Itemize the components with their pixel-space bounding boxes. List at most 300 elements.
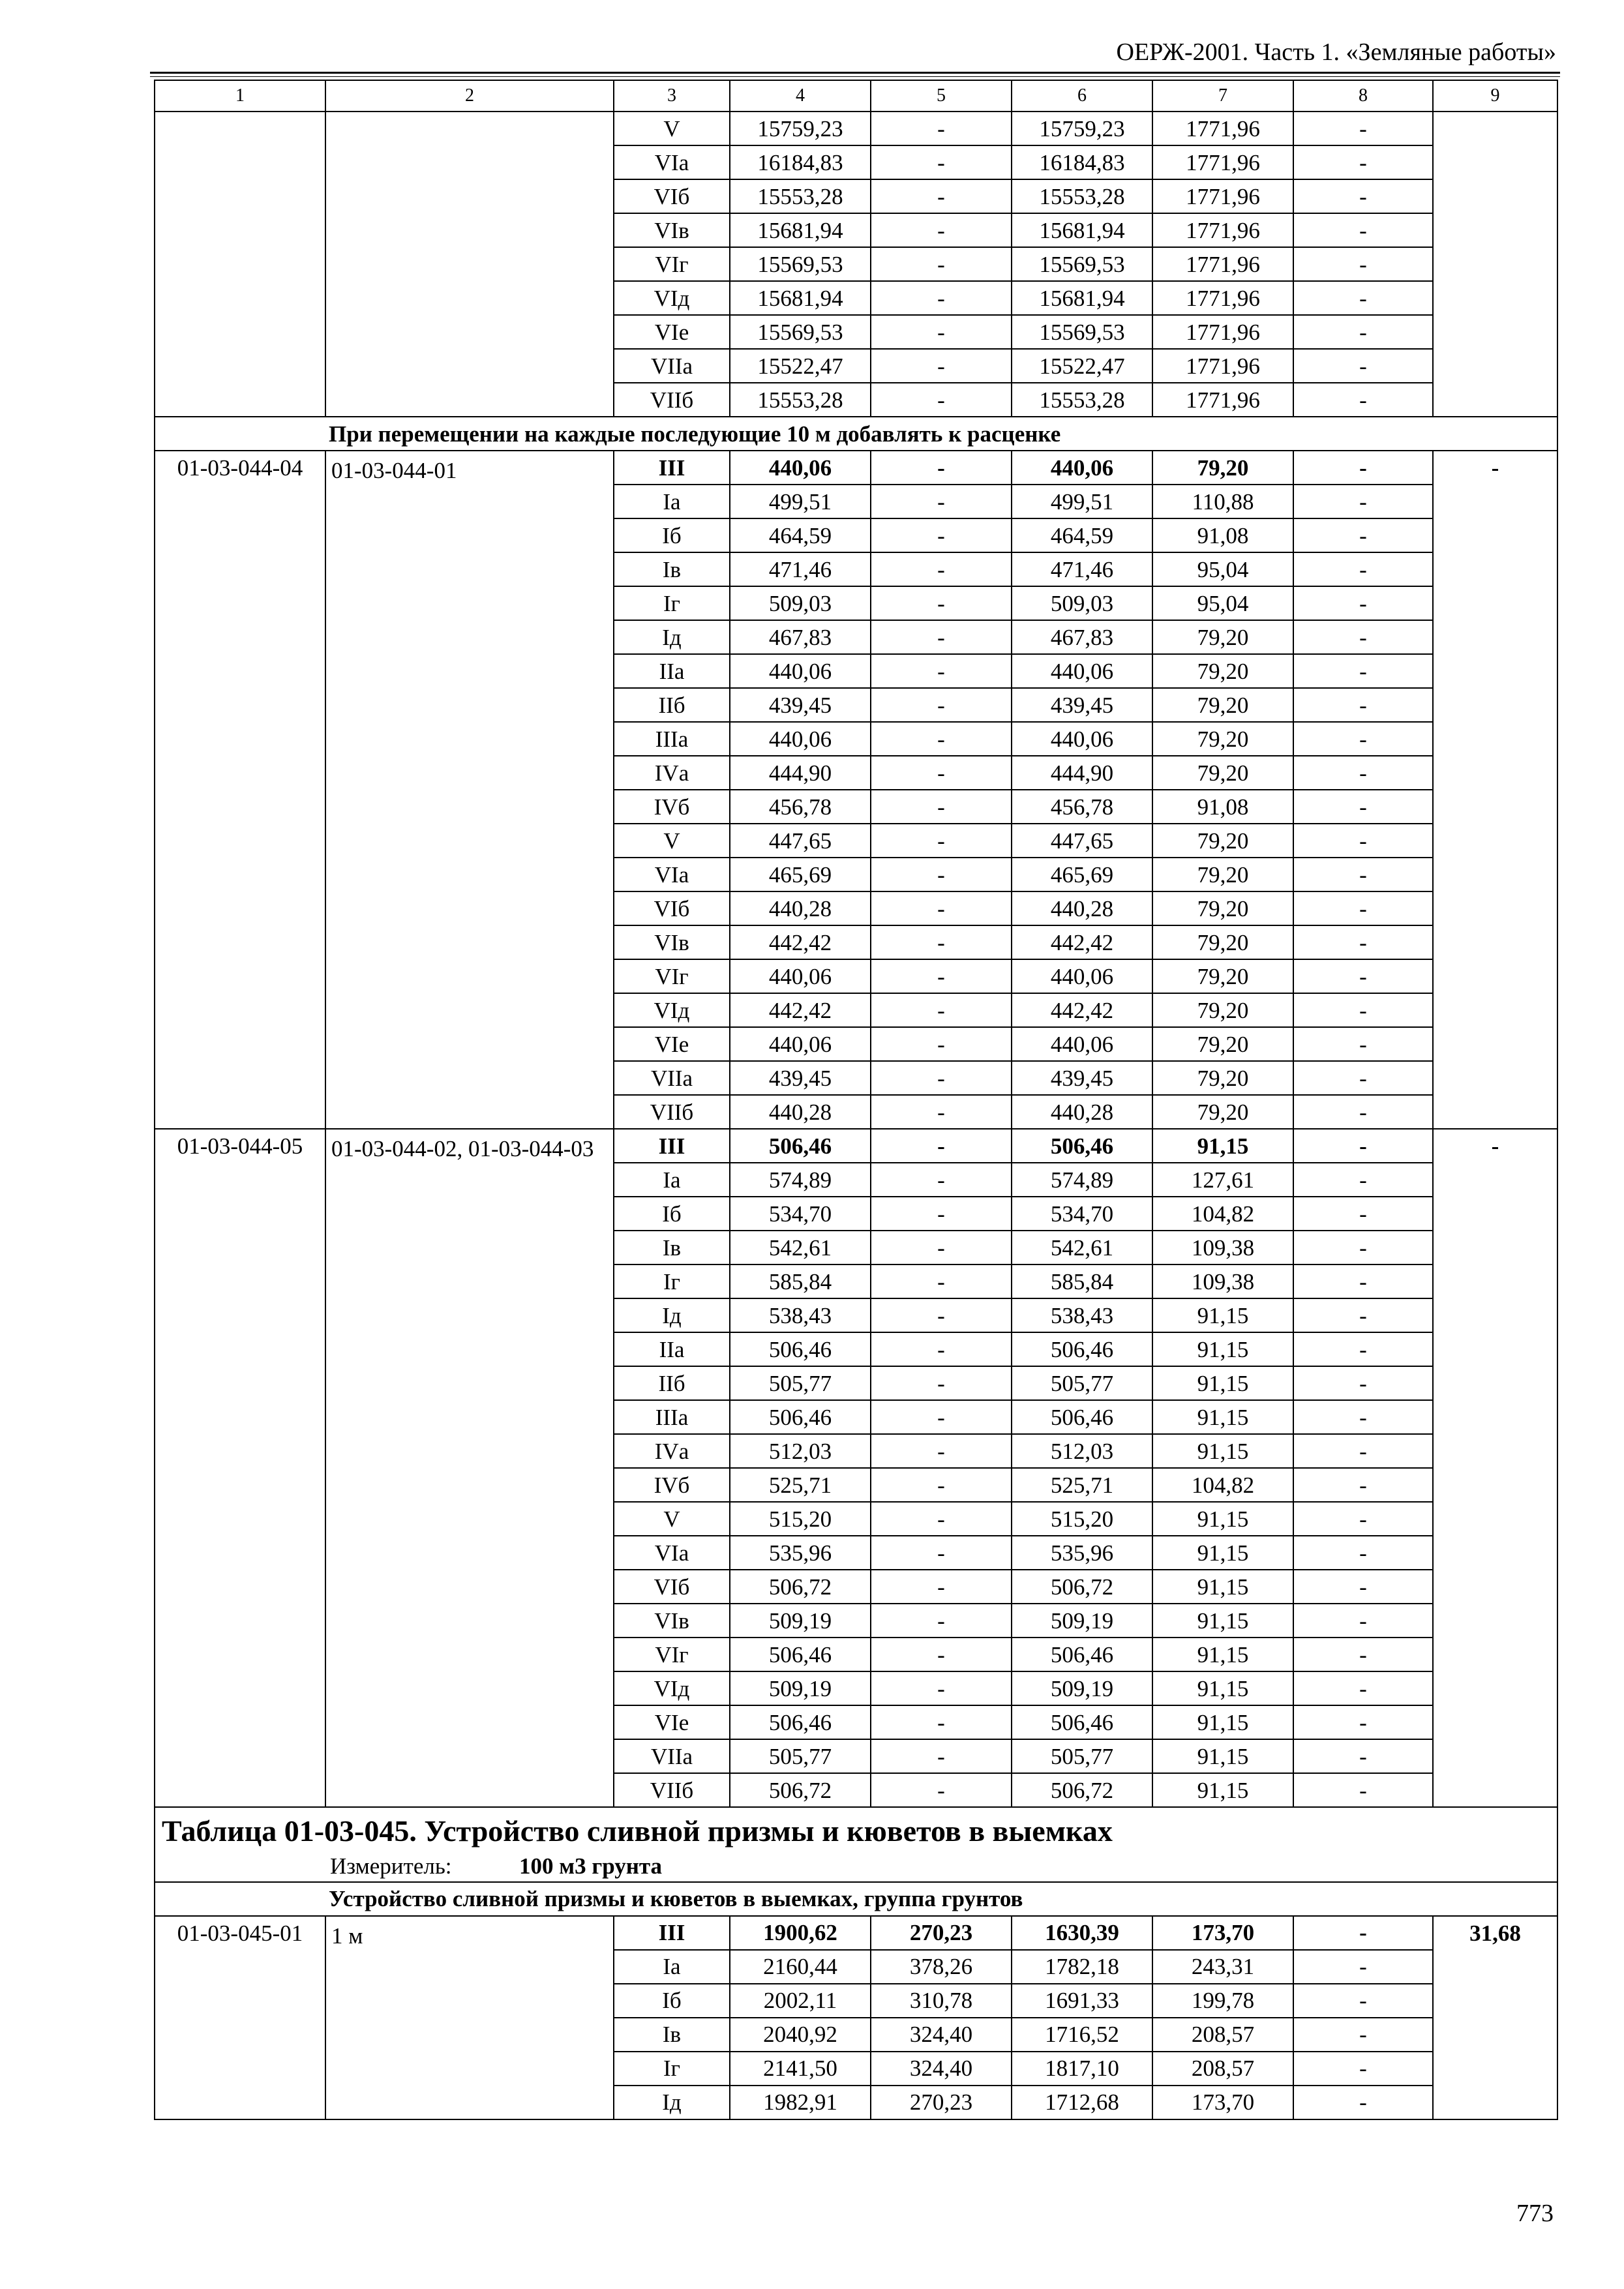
table-cell: - [871, 1332, 1012, 1366]
column-header: 1 [155, 80, 325, 112]
table-cell: 1782,18 [1012, 1950, 1152, 1984]
table-cell: 91,15 [1152, 1536, 1293, 1570]
table-cell: - [871, 925, 1012, 959]
table-cell: 471,46 [1012, 552, 1152, 586]
table-cell: VIе [614, 1705, 730, 1739]
table-cell: 1900,62 [730, 1916, 871, 1950]
table-cell: 505,77 [1012, 1366, 1152, 1400]
table-cell: 444,90 [1012, 756, 1152, 790]
table-cell: 15522,47 [730, 349, 871, 383]
table-cell: - [871, 1671, 1012, 1705]
table-cell: - [1293, 1061, 1433, 1095]
table-cell: - [1293, 145, 1433, 179]
table-cell: - [1293, 1916, 1433, 1950]
table-cell: - [871, 518, 1012, 552]
table-cell: VIв [614, 925, 730, 959]
table-cell: - [1293, 586, 1433, 620]
table-cell: 95,04 [1152, 552, 1293, 586]
table-cell: 542,61 [1012, 1231, 1152, 1264]
table-cell: 91,15 [1152, 1129, 1293, 1163]
column-header: 9 [1433, 80, 1557, 112]
table-cell: VIб [614, 1570, 730, 1604]
table-cell: - [1293, 790, 1433, 824]
table-cell: - [1293, 2052, 1433, 2086]
table-cell: 456,78 [1012, 790, 1152, 824]
table-cell: 310,78 [871, 1984, 1012, 2018]
table-cell: 15681,94 [1012, 213, 1152, 247]
col9-value: 31,68 [1433, 1916, 1557, 2119]
table-cell: 15553,28 [730, 179, 871, 213]
table-cell: VIIб [614, 1773, 730, 1807]
table-cell: Iб [614, 518, 730, 552]
table-cell: 104,82 [1152, 1468, 1293, 1502]
table-cell: VIе [614, 315, 730, 349]
table-cell: 506,46 [1012, 1332, 1152, 1366]
table-cell: 465,69 [730, 858, 871, 891]
table-cell: 208,57 [1152, 2052, 1293, 2086]
table-cell: - [1293, 620, 1433, 654]
table-cell: VIIб [614, 1095, 730, 1129]
rate-reference: 01-03-044-02, 01-03-044-03 [325, 1129, 614, 1807]
table-cell: 506,46 [730, 1332, 871, 1366]
table-cell: - [871, 383, 1012, 417]
column-header: 2 [325, 80, 614, 112]
table-cell: Iг [614, 586, 730, 620]
table-cell: 509,03 [730, 586, 871, 620]
table-cell: III [614, 451, 730, 485]
column-header-row [155, 80, 1557, 112]
table-cell: VIа [614, 858, 730, 891]
table-cell: - [1293, 1400, 1433, 1434]
table-cell: 79,20 [1152, 1027, 1293, 1061]
table-cell: 79,20 [1152, 451, 1293, 485]
table-cell: 440,06 [730, 722, 871, 756]
table-cell: - [871, 1129, 1012, 1163]
header-rule-thin [150, 76, 1560, 77]
table-cell: 499,51 [730, 485, 871, 518]
table-cell: 506,72 [730, 1570, 871, 1604]
table-cell: - [871, 1570, 1012, 1604]
table-cell: 439,45 [730, 688, 871, 722]
table-cell: 505,77 [730, 1366, 871, 1400]
table-cell: Iв [614, 2018, 730, 2052]
table-cell: 243,31 [1152, 1950, 1293, 1984]
table-cell: 506,46 [1012, 1705, 1152, 1739]
table-cell: - [871, 620, 1012, 654]
table-cell: 447,65 [1012, 824, 1152, 858]
table-cell: - [871, 722, 1012, 756]
table-cell: 208,57 [1152, 2018, 1293, 2052]
table-cell: - [871, 1400, 1012, 1434]
table-cell: - [1293, 349, 1433, 383]
table-cell: - [1293, 1705, 1433, 1739]
table-cell: 1771,96 [1152, 281, 1293, 315]
table-cell: 95,04 [1152, 586, 1293, 620]
table-cell: 2002,11 [730, 1984, 871, 2018]
group-caption: Устройство сливной призмы и кюветов в выемках, группа грунтов [155, 1882, 1557, 1916]
table-cell: 499,51 [1012, 485, 1152, 518]
table-cell: - [871, 824, 1012, 858]
table-cell: - [871, 586, 1012, 620]
table-cell: - [1293, 1739, 1433, 1773]
table-cell: - [1293, 1163, 1433, 1197]
table-cell: 440,06 [1012, 654, 1152, 688]
rate-code: 01-03-044-04 [155, 451, 325, 1129]
table-cell: - [1293, 959, 1433, 993]
column-header: 3 [614, 80, 730, 112]
table-cell: - [1293, 1298, 1433, 1332]
table-cell: 506,72 [730, 1773, 871, 1807]
table-cell: - [1293, 1027, 1433, 1061]
table-cell: 465,69 [1012, 858, 1152, 891]
table-cell: - [871, 858, 1012, 891]
table-cell: 1771,96 [1152, 145, 1293, 179]
table-cell: 91,15 [1152, 1400, 1293, 1434]
table-cell: 79,20 [1152, 858, 1293, 891]
table-cell: - [871, 112, 1012, 145]
table-cell: 574,89 [730, 1163, 871, 1197]
table-cell: - [871, 959, 1012, 993]
table-cell: 173,70 [1152, 1916, 1293, 1950]
table-cell: 15681,94 [1012, 281, 1152, 315]
table-cell: 91,15 [1152, 1705, 1293, 1739]
table-cell: 506,46 [1012, 1638, 1152, 1671]
table-cell: VIе [614, 1027, 730, 1061]
table-cell: 534,70 [730, 1197, 871, 1231]
table-cell: Iд [614, 2086, 730, 2119]
table-cell: 270,23 [871, 1916, 1012, 1950]
table-cell: Iа [614, 1950, 730, 1984]
table-cell: 16184,83 [1012, 145, 1152, 179]
table-cell: - [1293, 1671, 1433, 1705]
table-cell: 1630,39 [1012, 1916, 1152, 1950]
table-cell: 91,08 [1152, 790, 1293, 824]
table-cell: 79,20 [1152, 654, 1293, 688]
table-row [155, 112, 1557, 145]
table-cell: 1982,91 [730, 2086, 871, 2119]
table-cell: - [1293, 1984, 1433, 2018]
table-cell: 509,19 [1012, 1604, 1152, 1638]
table-cell: - [871, 654, 1012, 688]
table-cell: - [1293, 1197, 1433, 1231]
table-cell: 324,40 [871, 2018, 1012, 2052]
table-cell: 91,15 [1152, 1332, 1293, 1366]
table-cell: IIIа [614, 722, 730, 756]
table-cell: 440,06 [730, 654, 871, 688]
table-cell: - [871, 213, 1012, 247]
group-caption: При перемещении на каждые последующие 10 м добавлять к расценке [155, 417, 1557, 451]
table-cell: - [1293, 1638, 1433, 1671]
rate-code: 01-03-044-05 [155, 1129, 325, 1807]
table-cell: 442,42 [1012, 925, 1152, 959]
table-cell: 79,20 [1152, 722, 1293, 756]
col9-value: - [1433, 1129, 1557, 1807]
table-cell: 506,46 [1012, 1400, 1152, 1434]
table-cell: - [871, 1061, 1012, 1095]
table-cell: 79,20 [1152, 959, 1293, 993]
table-cell: 91,15 [1152, 1638, 1293, 1671]
table-cell: - [1293, 1570, 1433, 1604]
table-cell: 515,20 [1012, 1502, 1152, 1536]
table-cell: 464,59 [1012, 518, 1152, 552]
table-cell: - [871, 1163, 1012, 1197]
table-cell: VIг [614, 1638, 730, 1671]
table-cell: 91,15 [1152, 1570, 1293, 1604]
table-cell: 509,19 [730, 1671, 871, 1705]
table-cell: 91,15 [1152, 1773, 1293, 1807]
table-cell: 440,28 [1012, 1095, 1152, 1129]
table-cell: 440,06 [730, 1027, 871, 1061]
table-cell: - [1293, 858, 1433, 891]
table-cell: 324,40 [871, 2052, 1012, 2086]
table-cell: 79,20 [1152, 1061, 1293, 1095]
table-cell: Iа [614, 1163, 730, 1197]
table-cell: 506,72 [1012, 1773, 1152, 1807]
table-cell: 1771,96 [1152, 112, 1293, 145]
table-cell: VIв [614, 213, 730, 247]
table-cell: - [1293, 891, 1433, 925]
table-cell: 91,15 [1152, 1298, 1293, 1332]
table-cell: 440,06 [1012, 722, 1152, 756]
table-cell: 15681,94 [730, 281, 871, 315]
col9-value: - [1433, 451, 1557, 1129]
table-cell: 439,45 [1012, 688, 1152, 722]
table-cell: - [871, 485, 1012, 518]
table-cell: 442,42 [730, 993, 871, 1027]
table-cell: - [1293, 247, 1433, 281]
table-cell: IVа [614, 1434, 730, 1468]
table-cell: 534,70 [1012, 1197, 1152, 1231]
table-cell: - [871, 1095, 1012, 1129]
unit-line [162, 1851, 1550, 1881]
table-cell: - [1293, 1095, 1433, 1129]
table-cell: 15681,94 [730, 213, 871, 247]
table-cell: - [871, 281, 1012, 315]
table-cell: - [871, 247, 1012, 281]
table-cell: 91,15 [1152, 1739, 1293, 1773]
table-cell: - [871, 891, 1012, 925]
table-cell: 16184,83 [730, 145, 871, 179]
table-cell: 440,06 [1012, 1027, 1152, 1061]
table-cell: 585,84 [730, 1264, 871, 1298]
table-cell: VIб [614, 891, 730, 925]
section-header [155, 1807, 1557, 1882]
table-cell: 79,20 [1152, 993, 1293, 1027]
table-cell: - [871, 1604, 1012, 1638]
table-cell: - [871, 1231, 1012, 1264]
table-cell: - [1293, 1950, 1433, 1984]
table-cell: 505,77 [730, 1739, 871, 1773]
header-rule [150, 72, 1560, 74]
table-cell: Iб [614, 1197, 730, 1231]
table-cell: - [1293, 1231, 1433, 1264]
table-cell: - [1293, 1332, 1433, 1366]
table-cell: - [871, 1502, 1012, 1536]
table-cell: 440,06 [730, 451, 871, 485]
running-header: ОЕРЖ-2001. Часть 1. «Земляные работы» [1116, 38, 1556, 66]
table-row [155, 1129, 1557, 1163]
table-cell: - [871, 1773, 1012, 1807]
table-cell: 1716,52 [1012, 2018, 1152, 2052]
table-cell: VIв [614, 1604, 730, 1638]
table-cell: 535,96 [1012, 1536, 1152, 1570]
table-cell: 79,20 [1152, 891, 1293, 925]
table-cell: IIб [614, 688, 730, 722]
table-cell: 440,28 [730, 891, 871, 925]
table-cell: - [1293, 1468, 1433, 1502]
table-cell: 440,06 [1012, 959, 1152, 993]
table-cell: 15569,53 [1012, 315, 1152, 349]
table-cell: V [614, 1502, 730, 1536]
table-cell: - [1293, 213, 1433, 247]
table-cell: - [1293, 281, 1433, 315]
table-cell: - [871, 1638, 1012, 1671]
table-cell: - [1293, 179, 1433, 213]
table-cell: 173,70 [1152, 2086, 1293, 2119]
table-cell: 447,65 [730, 824, 871, 858]
table-cell: - [871, 451, 1012, 485]
table-cell: 442,42 [1012, 993, 1152, 1027]
table-cell: 538,43 [1012, 1298, 1152, 1332]
column-header: 7 [1152, 80, 1293, 112]
table-cell: - [871, 1264, 1012, 1298]
table-cell: VIа [614, 145, 730, 179]
table-cell: 506,46 [730, 1638, 871, 1671]
caption-row [155, 1882, 1557, 1916]
table-cell: - [1293, 993, 1433, 1027]
table-cell: 515,20 [730, 1502, 871, 1536]
table-cell: IVб [614, 790, 730, 824]
table-cell: 467,83 [730, 620, 871, 654]
table-cell: - [871, 790, 1012, 824]
table-cell: 1771,96 [1152, 179, 1293, 213]
table-cell: - [871, 349, 1012, 383]
rate-reference: 1 м [325, 1916, 614, 2119]
table-cell: - [1293, 518, 1433, 552]
table-cell: 2141,50 [730, 2052, 871, 2086]
table-cell: 585,84 [1012, 1264, 1152, 1298]
table-cell: - [1293, 1536, 1433, 1570]
table-cell: - [1293, 925, 1433, 959]
table-cell: VIд [614, 993, 730, 1027]
table-cell: - [871, 1739, 1012, 1773]
table-cell: VIд [614, 1671, 730, 1705]
table-cell: 15759,23 [1012, 112, 1152, 145]
table-cell: - [871, 688, 1012, 722]
table-cell: - [871, 145, 1012, 179]
table-cell: 506,46 [730, 1129, 871, 1163]
table-cell: VIг [614, 247, 730, 281]
table-cell: 456,78 [730, 790, 871, 824]
table-cell: 79,20 [1152, 824, 1293, 858]
table-cell: - [871, 993, 1012, 1027]
table-cell: - [871, 1705, 1012, 1739]
table-cell: - [871, 315, 1012, 349]
table-cell: 512,03 [1012, 1434, 1152, 1468]
table-cell: 1771,96 [1152, 247, 1293, 281]
table-cell: 574,89 [1012, 1163, 1152, 1197]
table-cell: 91,15 [1152, 1502, 1293, 1536]
table-cell: 505,77 [1012, 1739, 1152, 1773]
table-cell: Iб [614, 1984, 730, 2018]
table-cell: 471,46 [730, 552, 871, 586]
table-cell: V [614, 112, 730, 145]
table-cell: 1771,96 [1152, 315, 1293, 349]
table-title: Таблица 01-03-045. Устройство сливной призмы и кюветов в выемках [162, 1814, 1113, 1848]
table-cell: - [1293, 654, 1433, 688]
table-cell: - [1293, 1773, 1433, 1807]
table-cell: - [1293, 824, 1433, 858]
table-cell: 535,96 [730, 1536, 871, 1570]
caption-row [155, 417, 1557, 451]
table-cell: Iв [614, 1231, 730, 1264]
table-cell: - [1293, 1129, 1433, 1163]
table-cell: 15553,28 [730, 383, 871, 417]
table-cell: - [871, 1468, 1012, 1502]
table-cell: - [871, 1197, 1012, 1231]
table-cell: Iв [614, 552, 730, 586]
table-cell: 538,43 [730, 1298, 871, 1332]
table-cell: V [614, 824, 730, 858]
column-header: 6 [1012, 80, 1152, 112]
table-cell: Iд [614, 1298, 730, 1332]
table-cell: VIг [614, 959, 730, 993]
table-cell: - [871, 552, 1012, 586]
table-cell: 542,61 [730, 1231, 871, 1264]
table-cell: 509,19 [730, 1604, 871, 1638]
rate-code [155, 112, 325, 417]
table-cell: 1771,96 [1152, 383, 1293, 417]
table-cell: - [1293, 383, 1433, 417]
table-cell: - [1293, 485, 1433, 518]
table-cell: VIа [614, 1536, 730, 1570]
table-cell: - [1293, 2086, 1433, 2119]
table-cell: III [614, 1129, 730, 1163]
table-cell: III [614, 1916, 730, 1950]
table-cell: 1712,68 [1012, 2086, 1152, 2119]
rate-reference [325, 112, 614, 417]
table-row [155, 1916, 1557, 1950]
unit-label: Измеритель: [330, 1853, 452, 1879]
table-cell: 440,06 [1012, 451, 1152, 485]
table-cell: 127,61 [1152, 1163, 1293, 1197]
table-cell: VIIб [614, 383, 730, 417]
table-cell: IIIа [614, 1400, 730, 1434]
table-cell: - [1293, 451, 1433, 485]
table-cell: 104,82 [1152, 1197, 1293, 1231]
table-cell: 109,38 [1152, 1264, 1293, 1298]
table-cell: - [1293, 1604, 1433, 1638]
table-cell: 79,20 [1152, 756, 1293, 790]
table-cell: VIб [614, 179, 730, 213]
table-cell: 506,46 [1012, 1129, 1152, 1163]
table-cell: 2040,92 [730, 2018, 871, 2052]
table-cell: VIIа [614, 1061, 730, 1095]
table-cell: 439,45 [1012, 1061, 1152, 1095]
table-cell: 467,83 [1012, 620, 1152, 654]
table-cell: 91,15 [1152, 1434, 1293, 1468]
table-cell: 79,20 [1152, 925, 1293, 959]
table-cell: 199,78 [1152, 1984, 1293, 2018]
table-cell: 506,72 [1012, 1570, 1152, 1604]
table-cell: - [871, 1434, 1012, 1468]
table-cell: 1691,33 [1012, 1984, 1152, 2018]
table-cell: - [1293, 722, 1433, 756]
table-cell: 15553,28 [1012, 383, 1152, 417]
table-cell: 79,20 [1152, 1095, 1293, 1129]
table-cell: 15569,53 [730, 247, 871, 281]
table-cell: - [1293, 1366, 1433, 1400]
